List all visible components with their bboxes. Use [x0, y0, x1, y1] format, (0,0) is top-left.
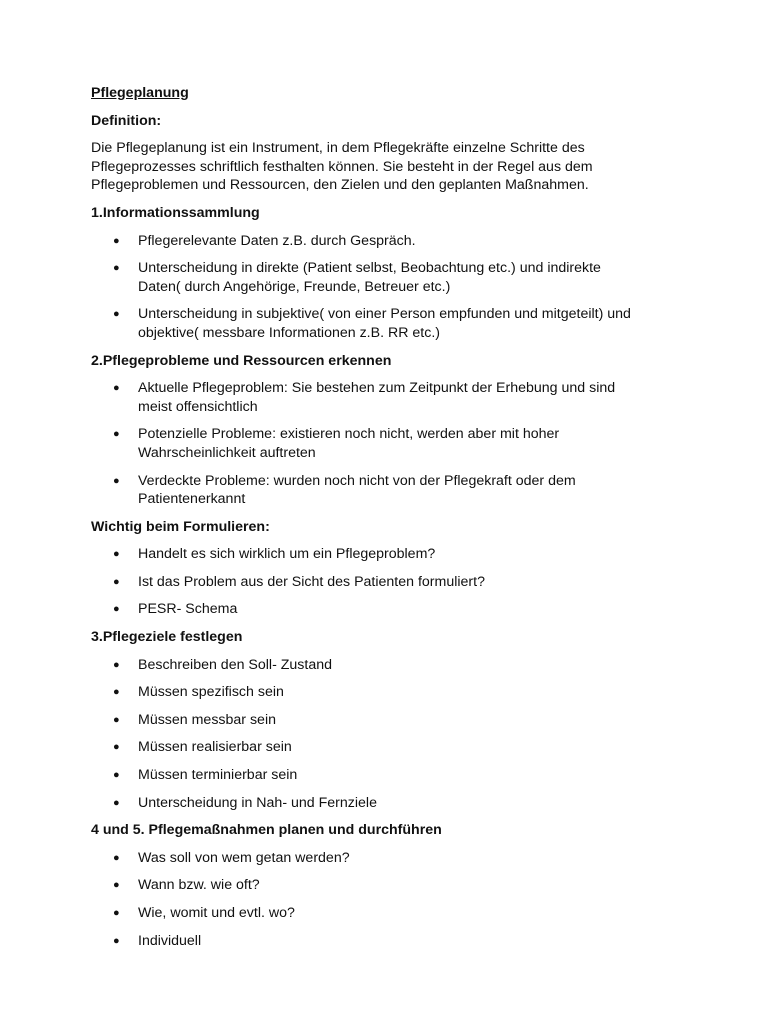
list-item-text: Unterscheidung in direkte (Patient selbst, Beobachtung etc.) und indirekte Daten( durch Angehörige, Freunde, Betreuer etc.)	[138, 260, 601, 295]
bullet-icon: ●	[113, 741, 120, 754]
list-item	[91, 259, 691, 296]
bullet-icon: ●	[113, 713, 120, 726]
list-item	[91, 711, 691, 730]
list-item-text: PESR- Schema	[138, 601, 238, 618]
bullet-icon: ●	[113, 769, 120, 782]
section-heading: 3.Pflegeziele festlegen	[91, 629, 243, 646]
bullet-icon: ●	[113, 262, 120, 275]
definition-text: Die Pflegeplanung ist ein Instrument, in dem Pflegekräfte einzelne Schritte des Pflegeprozesses schriftlich festhalten können. Sie besteht in der Regel aus dem Pflegeproblemen und Ressourcen, den Zielen und den geplanten Maßnahmen.	[91, 140, 593, 194]
bullet-icon: ●	[113, 308, 120, 321]
section-heading: 1.Informationssammlung	[91, 204, 260, 221]
list-item-text: Individuell	[138, 932, 202, 949]
bullet-icon: ●	[113, 234, 120, 247]
list-item	[91, 738, 691, 757]
bullet-icon: ●	[113, 575, 120, 588]
list-item-text: Müssen terminierbar sein	[138, 767, 298, 784]
bullet-list	[91, 545, 691, 619]
list-item-text: Müssen spezifisch sein	[138, 684, 284, 701]
list-item	[91, 876, 691, 895]
list-item	[91, 766, 691, 785]
bullet-icon: ●	[113, 658, 120, 671]
list-item	[91, 683, 691, 702]
bullet-icon: ●	[113, 382, 120, 395]
list-item	[91, 305, 691, 342]
list-item-text: Potenzielle Probleme: existieren noch nicht, werden aber mit hoher Wahrscheinlichkeit auftreten	[138, 426, 560, 461]
bullet-icon: ●	[113, 474, 120, 487]
section-heading: Wichtig beim Formulieren:	[91, 518, 270, 535]
bullet-icon: ●	[113, 796, 120, 809]
list-item	[91, 600, 691, 619]
bullet-icon: ●	[113, 428, 120, 441]
list-item-text: Müssen realisierbar sein	[138, 739, 292, 756]
list-item	[91, 904, 691, 923]
list-item-text: Müssen messbar sein	[138, 711, 276, 728]
list-item	[91, 656, 691, 675]
section-heading: 4 und 5. Pflegemaßnahmen planen und durchführen	[91, 822, 442, 839]
list-item-text: Wie, womit und evtl. wo?	[138, 905, 295, 921]
bullet-list	[91, 232, 691, 343]
list-item	[91, 932, 691, 951]
list-item-text: Pflegerelevante Daten z.B. durch Gespräch.	[138, 232, 416, 249]
list-item	[91, 794, 691, 813]
list-item	[91, 425, 691, 462]
list-item-text: Beschreiben den Soll- Zustand	[138, 656, 333, 673]
document-page	[91, 84, 691, 959]
bullet-icon: ●	[113, 686, 120, 699]
bullet-icon: ●	[113, 603, 120, 616]
bullet-icon: ●	[113, 548, 120, 561]
bullet-list	[91, 656, 691, 813]
bullet-icon: ●	[113, 934, 120, 947]
list-item-text: Was soll von wem getan werden?	[138, 849, 350, 866]
list-item-text: Ist das Problem aus der Sicht des Patienten formuliert?	[138, 573, 485, 590]
list-item	[91, 545, 691, 564]
list-item	[91, 472, 691, 509]
list-item	[91, 849, 691, 868]
list-item-text: Verdeckte Probleme: wurden noch nicht von der Pflegekraft oder dem Patientenerkannt	[138, 472, 576, 508]
bullet-icon: ●	[113, 907, 120, 919]
section-heading: 2.Pflegeprobleme und Ressourcen erkennen	[91, 352, 392, 369]
list-item	[91, 573, 691, 592]
bullet-icon: ●	[113, 879, 120, 892]
list-item	[91, 232, 691, 251]
bullet-icon: ●	[113, 851, 120, 864]
bullet-list	[91, 379, 691, 509]
list-item-text: Unterscheidung in subjektive( von einer Person empfunden und mitgeteilt) und objektive( messbare Informationen z.B. RR etc.)	[138, 306, 631, 341]
list-item-text: Unterscheidung in Nah- und Fernziele	[138, 794, 377, 811]
list-item-text: Wann bzw. wie oft?	[138, 877, 260, 894]
list-item	[91, 379, 691, 416]
sections-container	[91, 204, 691, 950]
list-item-text: Aktuelle Pflegeproblem: Sie bestehen zum Zeitpunkt der Erhebung und sind meist offensichtlich	[138, 380, 616, 415]
list-item-text: Handelt es sich wirklich um ein Pflegeproblem?	[138, 546, 436, 563]
document-title: Pflegeplanung	[91, 85, 189, 101]
definition-heading: Definition:	[91, 112, 162, 129]
bullet-list	[91, 849, 691, 950]
